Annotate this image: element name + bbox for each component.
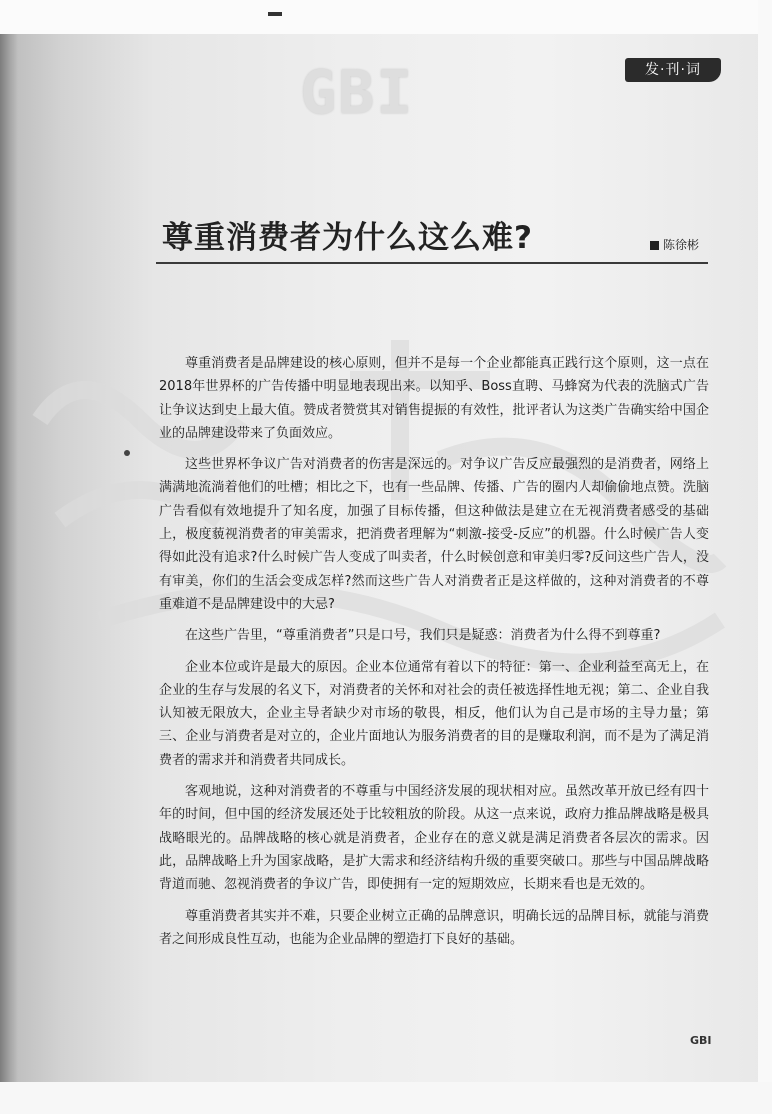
page-right-margin [758, 0, 772, 1114]
article-title: 尊重消费者为什么这么难? [162, 220, 533, 256]
paragraph: 这些世界杯争议广告对消费者的伤害是深远的。对争议广告反应最强烈的是消费者，网络上满满地流淌着他们的吐槽；相比之下，也有一些品牌、传播、广告的圈内人却偷偷地点赞。洗脑广告看似有效地提升了知名度，加强了目标传播，但这种做法是建立在无视消费者感受的基础上，极度藐视消费者的审美需求，把消费者理解为“刺激-接受-反应”的机器。什么时候广告人变得如此没有追求?什么时候广告人变成了叫卖者，什么时候创意和审美归零?反问这些广告人，没有审美，你们的生活会变成怎样?然而这些广告人对消费者正是这样做的，这种对消费者的不尊重难道不是品牌建设中的大忌? [159, 457, 709, 612]
paragraph: 在这些广告里，“尊重消费者”只是口号，我们只是疑惑：消费者为什么得不到尊重? [185, 628, 661, 644]
page-bottom-margin [0, 1082, 772, 1114]
paragraph: 企业本位或许是最大的原因。企业本位通常有着以下的特征：第一、企业利益至高无上，在企业的生存与发展的名义下，对消费者的关怀和对社会的责任被选择性地无视；第二、企业自我认知被无限放大，企业主导者缺少对市场的敬畏，相反，他们认为自己是市场的主导力量；第三、企业与消费者是对立的，企业片面地认为服务消费者的目的是赚取利润，而不是为了满足消费者的需求并和消费者共同成长。 [159, 659, 709, 768]
page-top-margin [0, 0, 772, 34]
author-byline [650, 236, 699, 253]
page-label: GBI [690, 1034, 712, 1047]
paragraph: 尊重消费者是品牌建设的核心原则，但并不是每一个企业都能真正践行这个原则，这一点在2018年世界杯的广告传播中明显地表现出来。以知乎、Boss直聘、马蜂窝为代表的洗脑式广告让争议达到史上最大值。赞成者赞赏其对销售提振的有效性，批评者认为这类广告确实给中国企业的品牌建设带来了负面效应。 [159, 356, 709, 441]
article-body [159, 352, 709, 959]
author-name: 陈徐彬 [663, 238, 700, 252]
paragraph: 客观地说，这种对消费者的不尊重与中国经济发展的现状相对应。虽然改革开放已经有四十年的时间，但中国的经济发展还处于比较粗放的阶段。从这一点来说，政府力推品牌战略是极具战略眼光的。品牌战略的核心就是消费者，企业存在的意义就是满足消费者各层次的需求。因此，品牌战略上升为国家战略，是扩大需求和经济结构升级的重要突破口。那些与中国品牌战略背道而驰、忽视消费者的争议广告，即使拥有一定的短期效应，长期来看也是无效的。 [159, 784, 709, 893]
faded-logo: GBI [300, 58, 415, 128]
stray-dot [124, 450, 130, 456]
byline-square-icon [650, 241, 659, 250]
section-tag: 发·刊·词 [625, 58, 721, 82]
page-binding-shadow [0, 0, 18, 1114]
title-divider [156, 262, 708, 264]
paragraph: 尊重消费者其实并不难，只要企业树立正确的品牌意识，明确长远的品牌目标，就能与消费者之间形成良性互动，也能为企业品牌的塑造打下良好的基础。 [159, 908, 709, 947]
scan-mark [268, 12, 282, 16]
